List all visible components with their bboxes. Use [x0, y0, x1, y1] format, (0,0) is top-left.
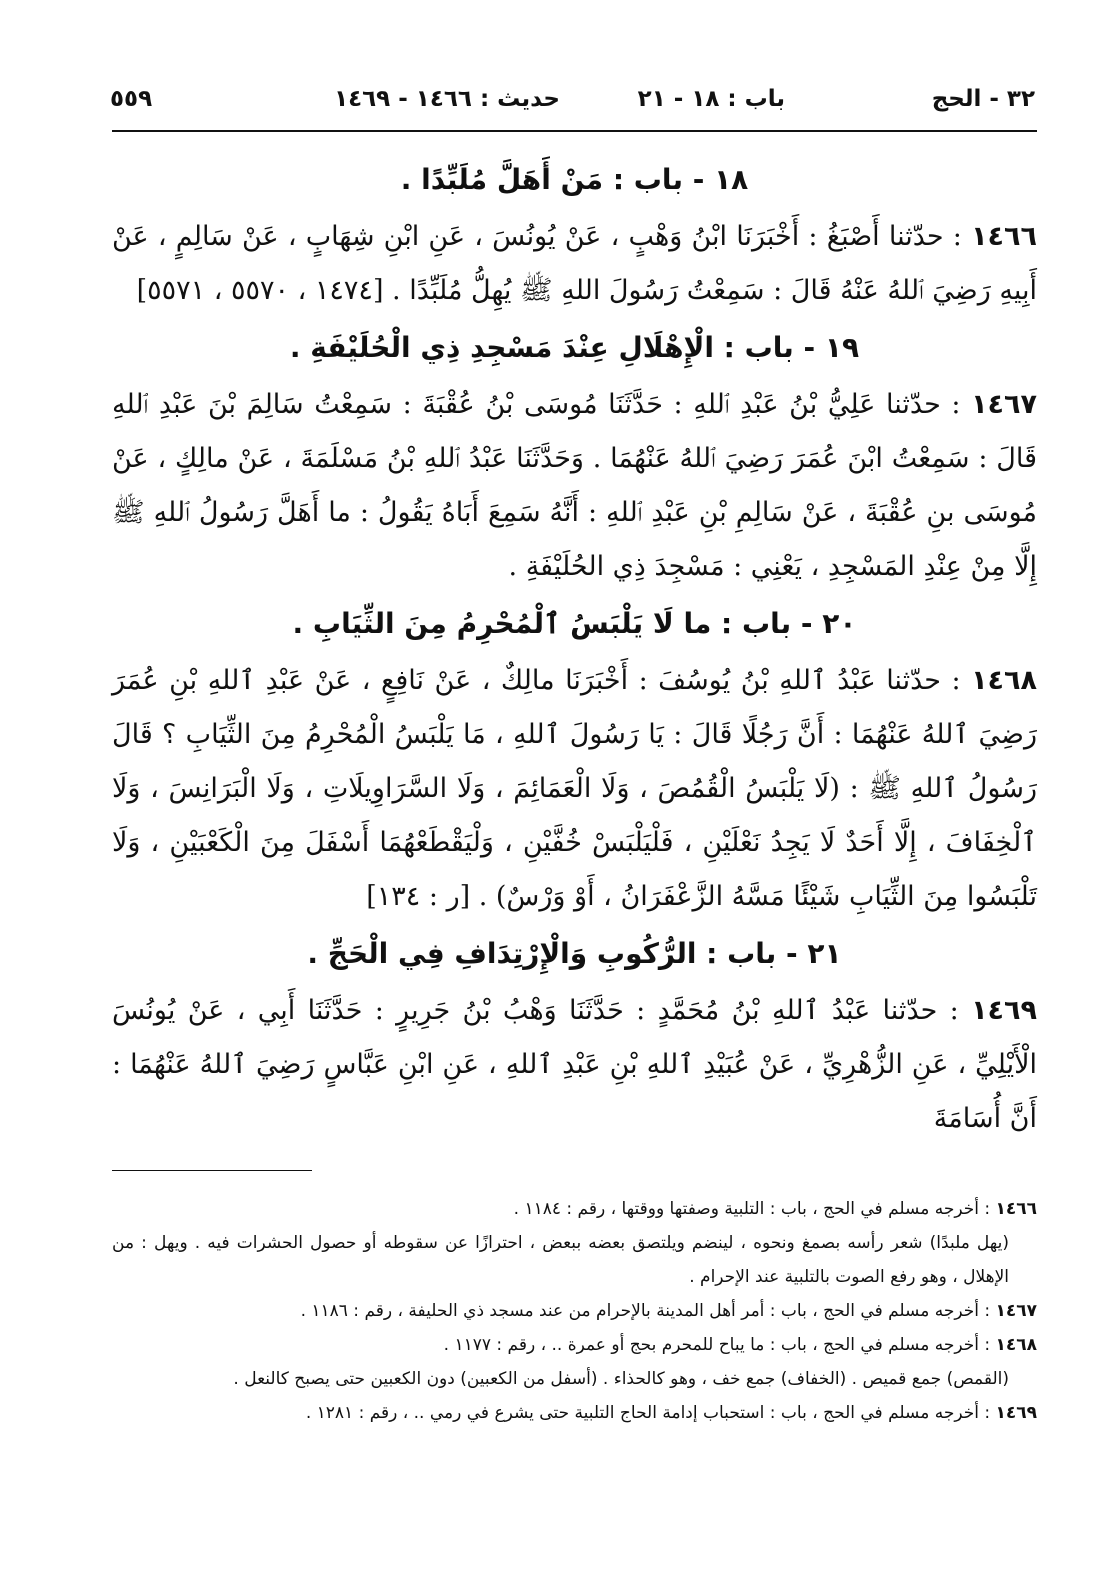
page-number: ٥٥٩: [110, 86, 153, 112]
footnote-1469: [112, 1396, 1037, 1430]
book-title: ٣٢ - الحج: [931, 86, 1035, 112]
hadith-number: ١٤٦٧: [971, 389, 1037, 420]
header-divider: [112, 130, 1037, 132]
hadith-1467: [112, 378, 1037, 594]
footnote-number: ١٤٦٧: [995, 1301, 1037, 1321]
footnote-number: ١٤٦٦: [995, 1199, 1037, 1219]
footnote-1466: [112, 1192, 1037, 1226]
chapter-range: باب : ١٨ - ٢١: [637, 86, 785, 112]
footnote-text: : أخرجه مسلم في الحج ، باب : أمر أهل المدينة بالإحرام من عند مسجد ذي الحليفة ، رقم : ١١٨٦ .: [300, 1301, 996, 1321]
footnote-1468-gloss: [112, 1362, 1037, 1396]
hadith-text: : حدّثنا عَبْدُ ٱللهِ بْنُ مُحَمَّدٍ : حَدَّثَنَا وَهْبُ بْنُ جَرِيرٍ : حَدَّثَنَا أَبِي ، عَنْ يُونُسَ الْأَيْلِيِّ ، عَنِ الزُّهْرِيِّ ، عَنْ عُبَيْدِ ٱللهِ بْنِ عَبْدِ ٱللهِ ، عَنِ ابْنِ عَبَّاسٍ رَضِيَ ٱللهُ عَنْهُمَا : أَنَّ أُسَامَةَ: [112, 995, 1037, 1134]
footnote-number: ١٤٦٨: [995, 1335, 1037, 1355]
hadith-text: : حدّثنا عَلِيُّ بْنُ عَبْدِ ٱللهِ : حَدَّثَنَا مُوسَى بْنُ عُقْبَةَ : سَمِعْتُ سَالِمَ بْنَ عَبْدِ ٱللهِ قَالَ : سَمِعْتُ ابْنَ عُمَرَ رَضِيَ ٱللهُ عَنْهُمَا . وَحَدَّثَنَا عَبْدُ ٱللهِ بْنُ مَسْلَمَةَ ، عَنْ مالِكٍ ، عَنْ مُوسَى بنِ عُقْبَةَ ، عَنْ سَالِمِ بْنِ عَبْدِ ٱللهِ : أَنَّهُ سَمِعَ أَبَاهُ يَقُولُ : ما أَهَلَّ رَسُولُ ٱللهِ ﷺ إِلَّا مِنْ عِنْدِ المَسْجِدِ ، يَعْنِي : مَسْجِدَ ذِي الحُلَيْفَةِ .: [112, 389, 1037, 582]
footnote-text: (يهل ملبدًا) شعر رأسه بصمغ ونحوه ، لينضم ويلتصق بعضه ببعض ، احترازًا عن سقوطه أو حصول الحشرات فيه . ويهل : من الإهلال ، وهو رفع الصوت بالتلبية عند الإحرام .: [112, 1233, 1009, 1287]
running-header: [110, 78, 1035, 122]
hadith-1468: [112, 654, 1037, 924]
hadith-range: حديث : ١٤٦٦ - ١٤٦٩: [334, 86, 560, 112]
chapter-title-19: ١٩ - باب : الْإِهْلَالِ عِنْدَ مَسْجِدِ ذِي الْحُلَيْفَةِ .: [289, 331, 860, 364]
footnote-text: (القمص) جمع قميص . (الخفاف) جمع خف ، وهو كالحذاء . (أسفل من الكعبين) دون الكعبين حتى يصبح كالنعل .: [233, 1369, 1009, 1389]
footnote-text: : أخرجه مسلم في الحج ، باب : ما يباح للمحرم بحج أو عمرة .. ، رقم : ١١٧٧ .: [443, 1335, 996, 1355]
hadith-number: ١٤٦٩: [971, 995, 1037, 1026]
footnote-1466-gloss: [112, 1226, 1037, 1294]
footnote-number: ١٤٦٩: [995, 1403, 1037, 1423]
footnote-1468: [112, 1328, 1037, 1362]
hadith-1466: [112, 210, 1037, 318]
footnote-text: : أخرجه مسلم في الحج ، باب : التلبية وصفتها ووقتها ، رقم : ١١٨٤ .: [513, 1199, 996, 1219]
hadith-1469: [112, 984, 1037, 1146]
footnote-text: : أخرجه مسلم في الحج ، باب : استحباب إدامة الحاج التلبية حتى يشرع في رمي .. ، رقم : ١٢٨١ .: [305, 1403, 996, 1423]
footnote-1467: [112, 1294, 1037, 1328]
main-text: [112, 150, 1037, 1146]
chapter-title-20: ٢٠ - باب : ما لَا يَلْبَسُ ٱلْمُحْرِمُ مِنَ الثِّيَابِ .: [292, 607, 857, 640]
footnotes: [112, 1192, 1037, 1430]
hadith-number: ١٤٦٦: [971, 221, 1037, 252]
chapter-title-18: ١٨ - باب : مَنْ أَهَلَّ مُلَبِّدًا .: [400, 163, 749, 196]
footnote-divider: [112, 1170, 312, 1171]
chapter-title-21: ٢١ - باب : الرُّكُوبِ وَالْإِرْتِدَافِ فِي الْحَجِّ .: [307, 937, 842, 970]
hadith-text: : حدّثنا أَصْبَغُ : أَخْبَرَنَا ابْنُ وَهْبٍ ، عَنْ يُونُسَ ، عَنِ ابْنِ شِهَابٍ ، عَنْ سَالِمٍ ، عَنْ أَبِيهِ رَضِيَ ٱللهُ عَنْهُ قَالَ : سَمِعْتُ رَسُولَ اللهِ ﷺ يُهِلُّ مُلَبِّدًا . [١٤٧٤ ، ٥٥٧٠ ، ٥٥٧١]: [112, 221, 1037, 306]
hadith-text: : حدّثنا عَبْدُ ٱللهِ بْنُ يُوسُفَ : أَخْبَرَنَا مالِكٌ ، عَنْ نَافِعٍ ، عَنْ عَبْدِ ٱللهِ بْنِ عُمَرَ رَضِيَ ٱللهُ عَنْهُمَا : أَنَّ رَجُلًا قَالَ : يَا رَسُولَ ٱللهِ ، مَا يَلْبَسُ الْمُحْرِمُ مِنَ الثِّيَابِ ؟ قَالَ رَسُولُ ٱللهِ ﷺ : (لَا يَلْبَسُ الْقُمُصَ ، وَلَا الْعَمَائِمَ ، وَلَا السَّرَاوِيلَاتِ ، وَلَا الْبَرَانِسَ ، وَلَا ٱلْخِفَافَ ، إِلَّا أَحَدٌ لَا يَجِدُ نَعْلَيْنِ ، فَلْيَلْبَسْ خُفَّيْنِ ، وَلْيَقْطَعْهُمَا أَسْفَلَ مِنَ الْكَعْبَيْنِ ، وَلَا تَلْبَسُوا مِنَ الثِّيَابِ شَيْئًا مَسَّهُ الزَّعْفَرَانُ ، أَوْ وَرْسٌ) . [ر : ١٣٤]: [112, 665, 1037, 912]
hadith-number: ١٤٦٨: [971, 665, 1037, 696]
